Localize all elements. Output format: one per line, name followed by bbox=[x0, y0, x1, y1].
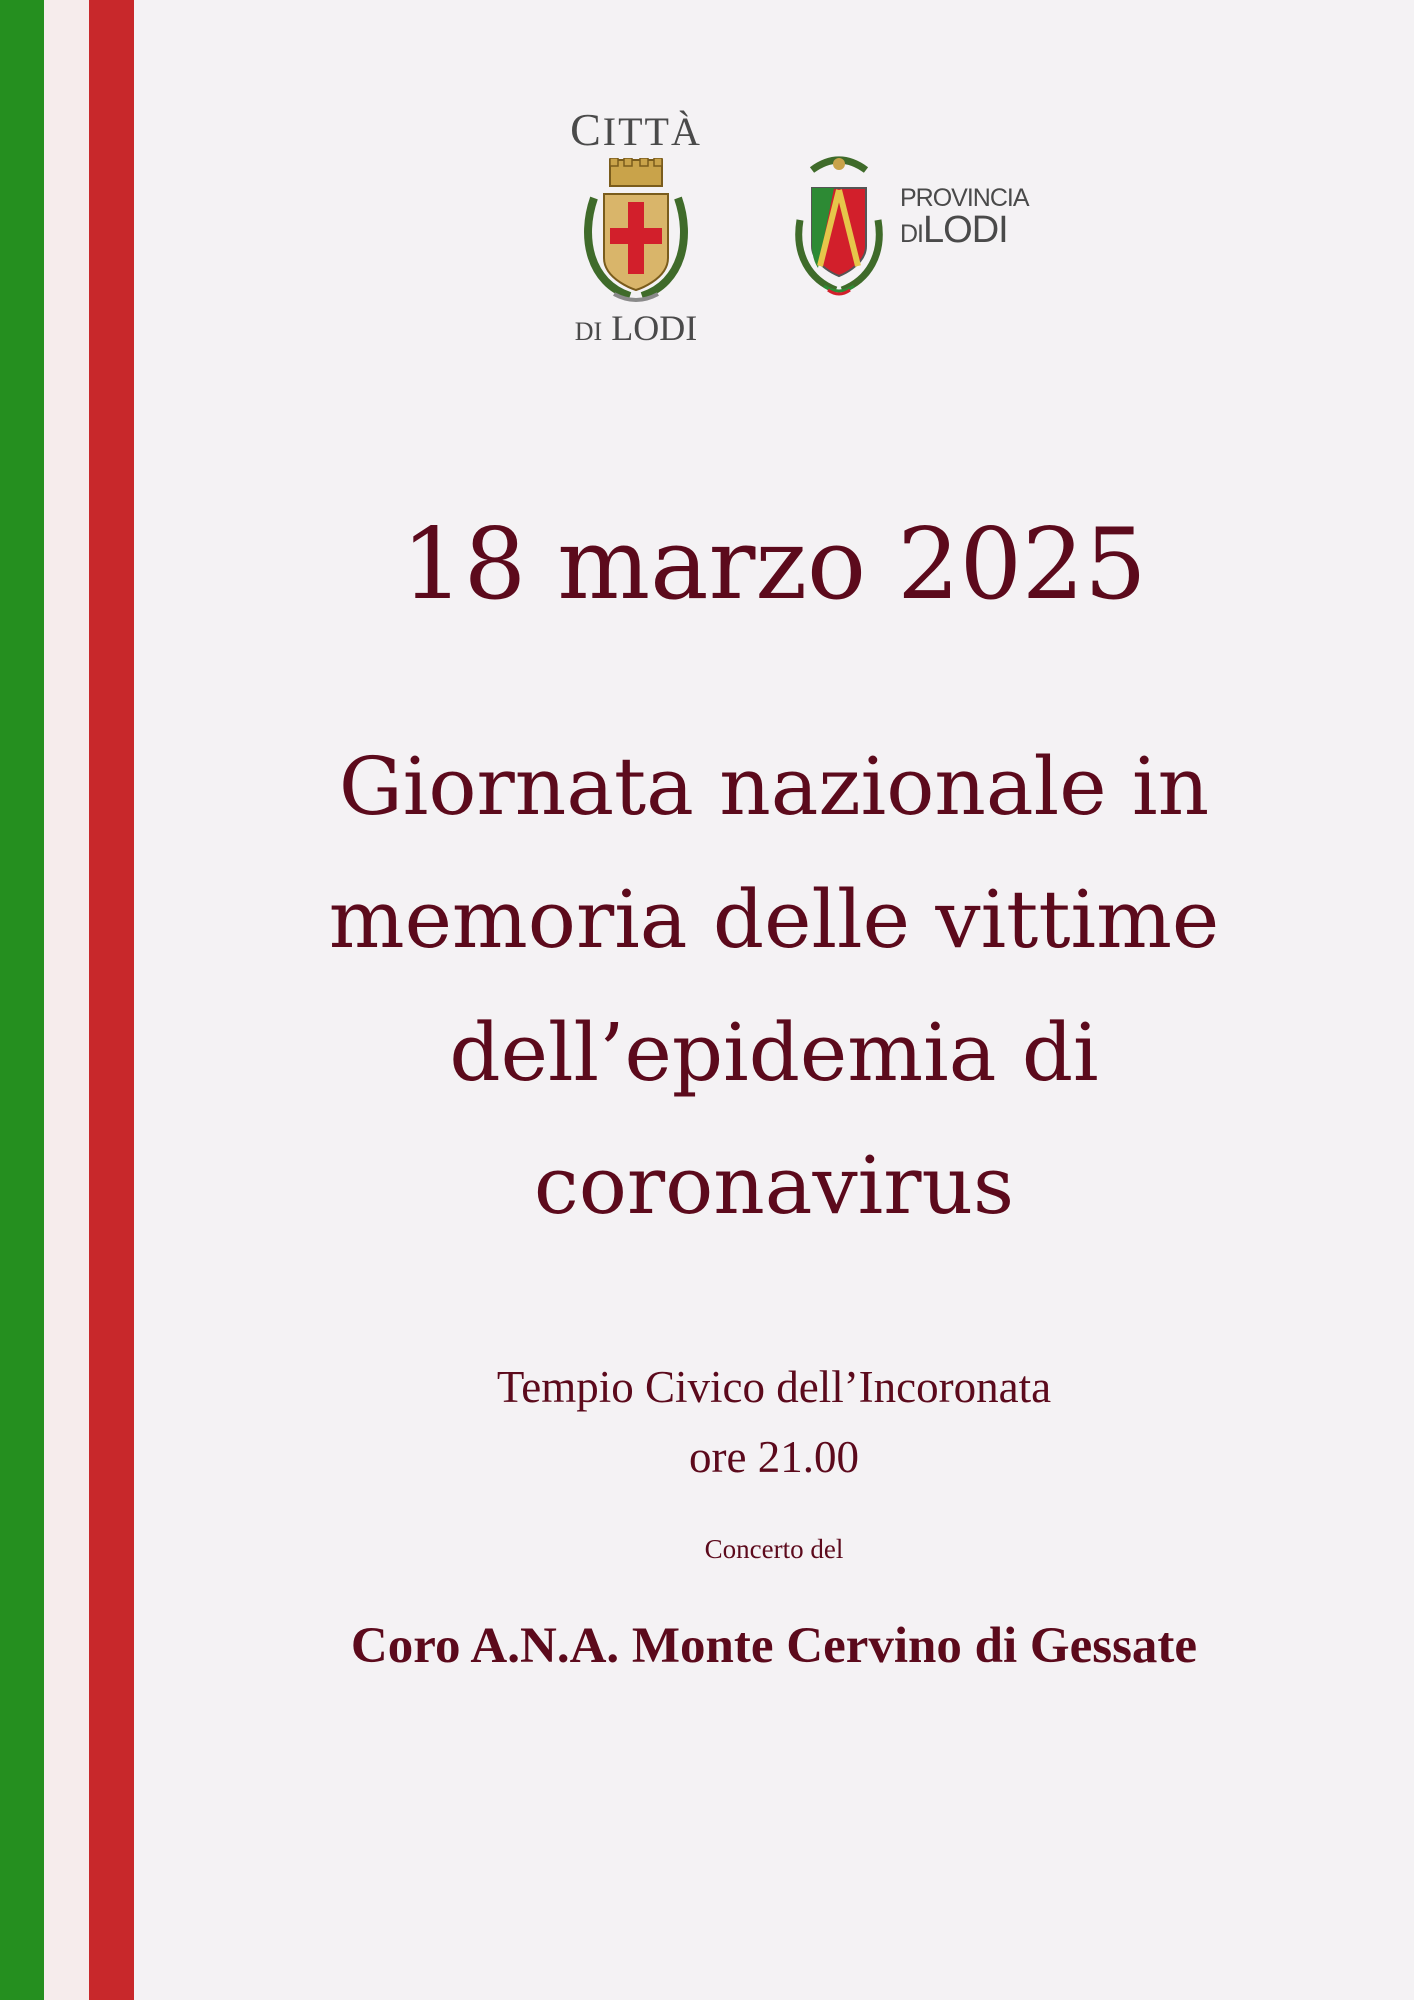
concert-label: Concerto del bbox=[704, 1534, 844, 1564]
city-logo-di: DI bbox=[574, 317, 603, 346]
city-of-lodi-crest-icon bbox=[580, 158, 692, 308]
flag-stripe-red bbox=[89, 0, 134, 2000]
poster-content bbox=[134, 0, 1414, 2000]
province-logo-di: DI bbox=[900, 220, 923, 248]
flag-stripe-white bbox=[44, 0, 89, 2000]
city-of-lodi-logo bbox=[560, 104, 712, 350]
event-headline: Giornata nazionale in memoria delle vittime dell’epidemia di coronavirus bbox=[328, 740, 1220, 1232]
city-logo-title bbox=[560, 104, 712, 155]
province-of-lodi-crest-icon bbox=[790, 150, 888, 300]
flag-stripe-green bbox=[0, 0, 44, 2000]
province-of-lodi-logo bbox=[790, 150, 1050, 300]
province-logo-line1: PROVINCIA bbox=[900, 184, 1029, 212]
city-logo-initial: C bbox=[570, 104, 603, 155]
city-logo-lodi: LODI bbox=[611, 308, 698, 348]
choir-name: Coro A.N.A. Monte Cervino di Gessate bbox=[350, 1618, 1198, 1674]
event-time: ore 21.00 bbox=[689, 1432, 859, 1482]
event-location-time bbox=[134, 1352, 1414, 1492]
city-logo-title-rest: ITTÀ bbox=[602, 109, 702, 154]
event-venue: Tempio Civico dell’Incoronata bbox=[496, 1362, 1052, 1412]
province-logo-line2 bbox=[900, 209, 1029, 252]
province-logo-lodi: LODI bbox=[923, 209, 1008, 251]
province-logo-text bbox=[900, 184, 1029, 252]
city-logo-subtitle bbox=[560, 308, 712, 352]
event-date: 18 marzo 2025 bbox=[401, 508, 1147, 622]
